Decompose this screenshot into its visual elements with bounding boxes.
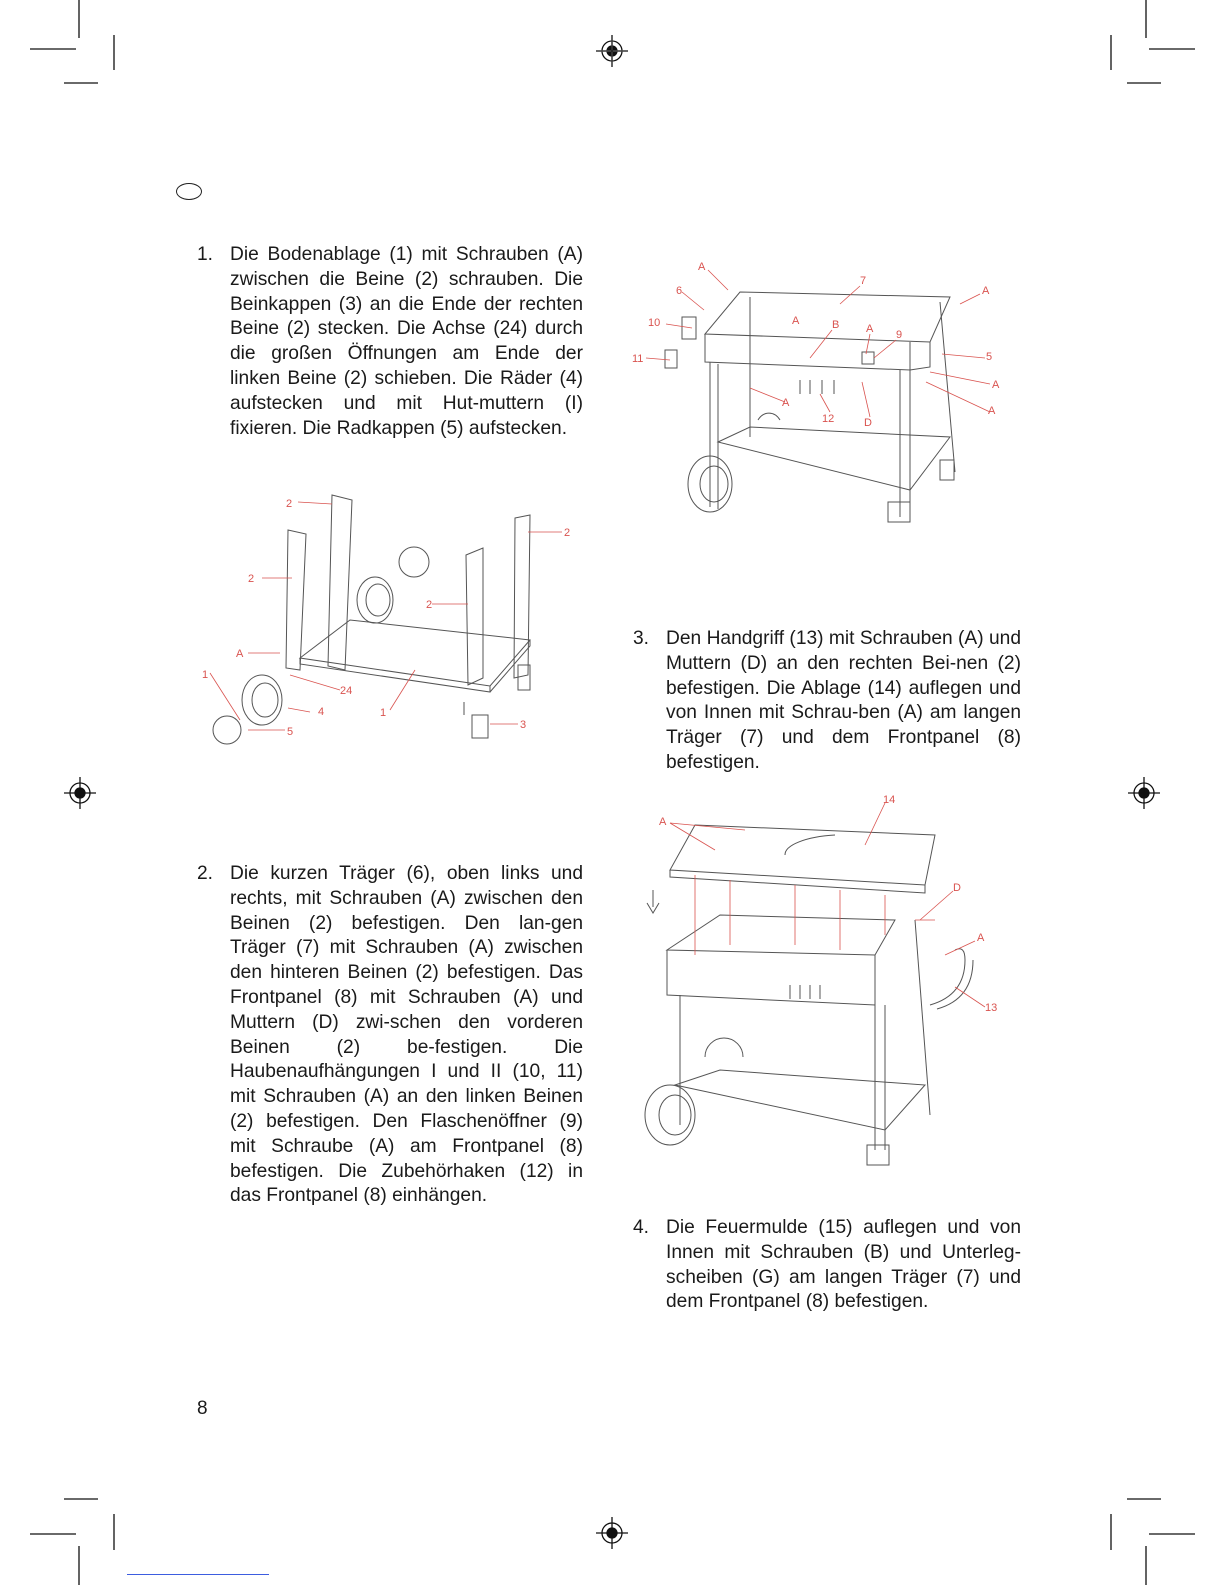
fig1-label: 2	[248, 573, 255, 585]
step-number: 2.	[197, 863, 214, 884]
figure-step-1-legs-shelf-wheels	[200, 490, 590, 755]
fig1-label: 1	[202, 669, 209, 681]
fig1-label: 2	[286, 498, 293, 510]
step-number: 3.	[633, 628, 650, 649]
fig2-label: 6	[676, 285, 683, 297]
fig2-label: 11	[632, 353, 644, 365]
fig2-label: A	[792, 315, 800, 327]
registration-target-bottom	[596, 1517, 628, 1549]
fig1-label: 3	[520, 719, 527, 731]
fig2-label: A	[698, 262, 706, 273]
fig2-label: A	[988, 405, 996, 417]
fig3-label: A	[659, 816, 667, 828]
fig3-label: D	[953, 882, 961, 894]
fig1-label: 2	[564, 527, 571, 539]
fig1-label: 5	[287, 726, 294, 738]
fig3-label: 14	[883, 795, 896, 806]
fig2-label: D	[864, 417, 872, 429]
step-text: Die kurzen Träger (6), oben links und rechts, mit Schrauben (A) zwischen den Beinen (2) befestigen. Den lan-gen Träger (7) mit Schrauben (A) zwischen den hinteren Beinen (2) befestigen. Das Frontpanel (8) mit Schrauben (A) und Muttern (D) zwi-schen den vorderen Beinen (2) be-festigen. Die Haubenaufhängungen I und II (10, 11) mit Schrauben (A) an den linken Beinen (2) befestigen. Den Flaschenöffner (9) mit Schraube (A) am Frontpanel (8) befestigen. Die Zubehörhaken (12) in das Frontpanel (8) einhängen.	[230, 863, 583, 1207]
fig1-label: 1	[380, 707, 387, 719]
link-underline	[127, 1574, 269, 1575]
fig1-label: 2	[426, 599, 433, 611]
fig3-label: A	[977, 932, 985, 944]
fig2-label: A	[782, 397, 790, 409]
figure-step-3-handle-table	[635, 795, 1025, 1175]
fig2-label: A	[866, 323, 874, 335]
fig2-label: B	[832, 319, 840, 331]
language-marker	[176, 183, 202, 200]
step-text: Den Handgriff (13) mit Schrauben (A) und Muttern (D) an den rechten Bei-nen (2) befestigen. Die Ablage (14) auflegen und von Innen mit Schrau-ben (A) am langen Träger (7) und dem Frontpanel (8) befestigen.	[666, 628, 1021, 773]
step-text: Die Feuermulde (15) auflegen und von Innen mit Schrauben (B) und Unterleg-scheiben (G) am langen Träger (7) und dem Frontpanel (8) befestigen.	[666, 1217, 1021, 1313]
page-number: 8	[197, 1398, 208, 1419]
fig2-label: 7	[860, 275, 867, 287]
figure-step-2-frame-panels	[630, 262, 1020, 532]
registration-target-left	[64, 777, 96, 809]
fig1-label: 4	[318, 706, 325, 718]
fig1-label: 24	[340, 685, 353, 697]
registration-target-right	[1128, 777, 1160, 809]
fig2-label: 10	[648, 317, 661, 329]
fig2-label: A	[992, 379, 1000, 391]
step-text: Die Bodenablage (1) mit Schrauben (A) zwischen die Beine (2) schrauben. Die Beinkappen (3) an die Ende der rechten Beine (2) stecken. Die Achse (24) durch die großen Öffnungen am Ende der linken Beine (2) schieben. Die Räder (4) aufstecken und mit Hut-muttern (I) fixieren. Die Radkappen (5) aufstecken.	[230, 244, 583, 439]
step-number: 1.	[197, 244, 214, 265]
fig2-label: 9	[896, 329, 903, 341]
registration-target-top	[596, 35, 628, 67]
step-number: 4.	[633, 1217, 650, 1238]
fig1-label: A	[236, 648, 244, 660]
fig3-label: 13	[985, 1002, 998, 1014]
fig2-label: 5	[986, 351, 993, 363]
fig2-label: A	[982, 285, 990, 297]
fig2-label: 12	[822, 413, 835, 425]
